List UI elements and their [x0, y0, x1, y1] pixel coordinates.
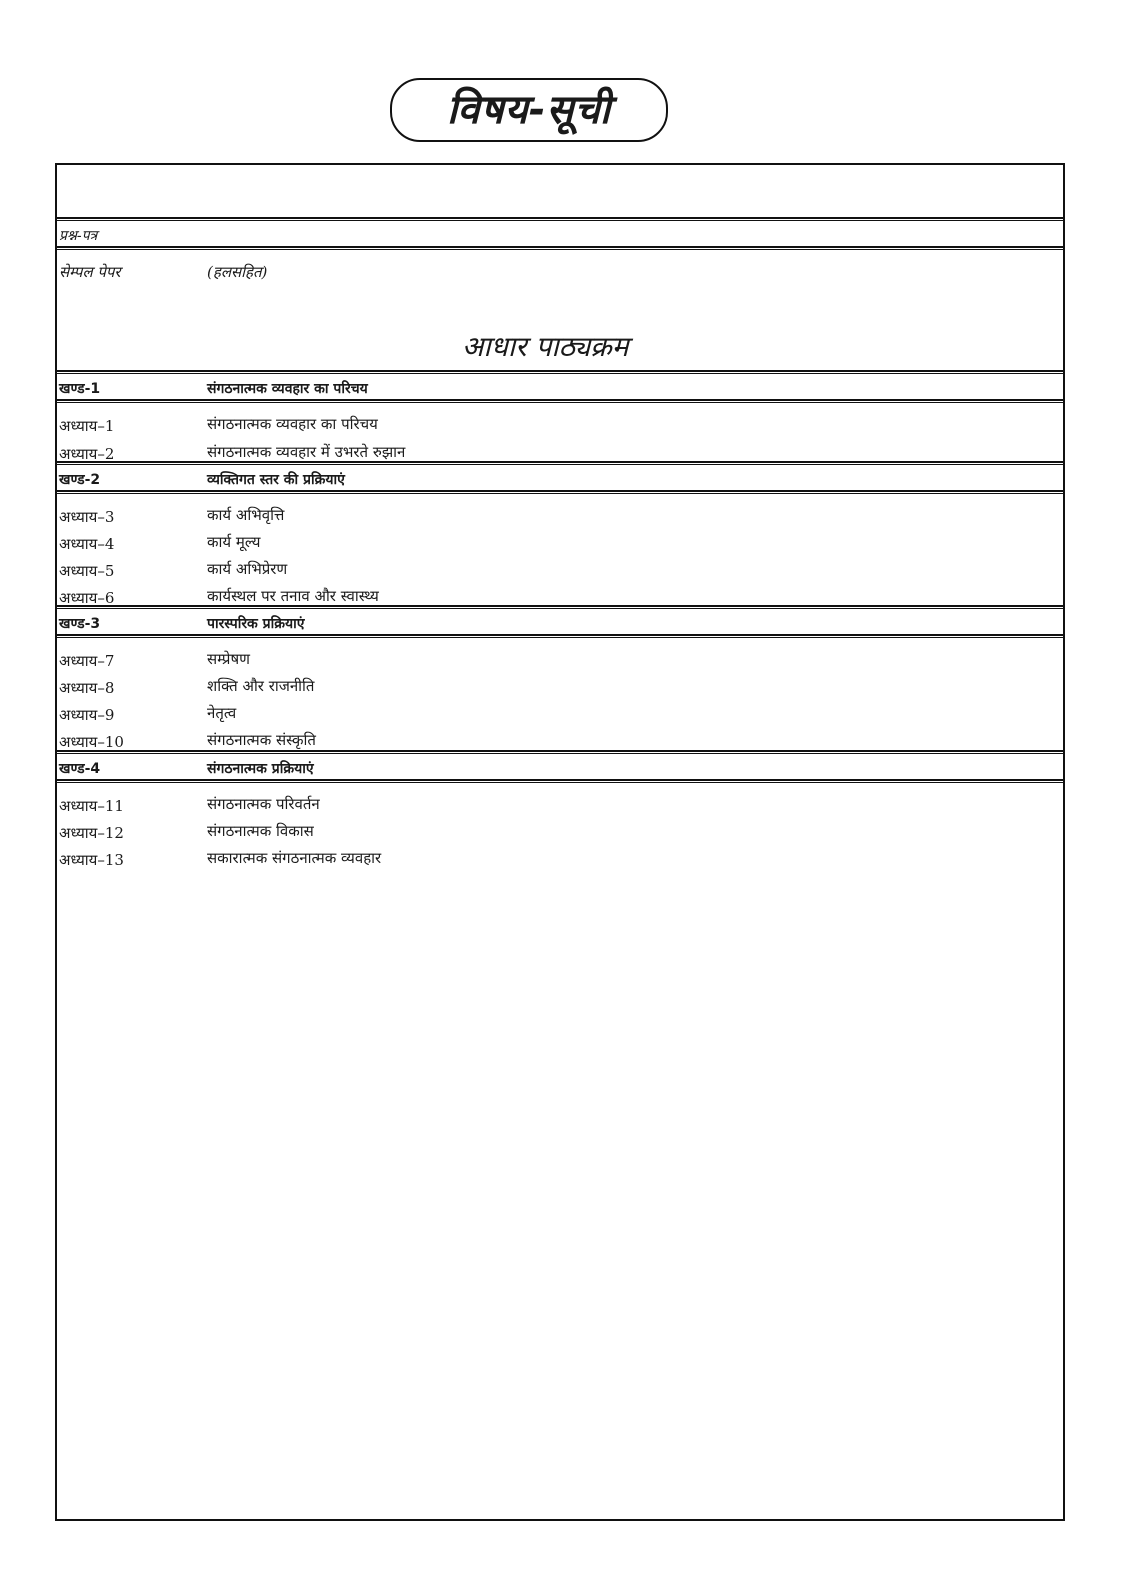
- contents-table: [55, 163, 1065, 1521]
- chapter-number: अध्याय–2: [59, 445, 115, 463]
- chapter-number: अध्याय–1: [59, 417, 115, 435]
- divider: [57, 217, 1063, 221]
- khand-label: खण्ड-3: [59, 616, 101, 632]
- divider: [57, 461, 1063, 465]
- chapter-title: कार्य अभिप्रेरण: [207, 560, 288, 578]
- page-title-box: [390, 78, 668, 142]
- chapter-title: संगठनात्मक व्यवहार में उभरते रुझान: [207, 443, 406, 461]
- divider: [57, 605, 1063, 609]
- chapter-number: अध्याय–9: [59, 706, 115, 724]
- chapter-title: संगठनात्मक व्यवहार का परिचय: [207, 415, 378, 433]
- with-solution-label: (हलसहित): [207, 263, 268, 281]
- chapter-title: कार्यस्थल पर तनाव और स्वास्थ्य: [207, 587, 379, 605]
- divider: [57, 399, 1063, 403]
- divider: [57, 246, 1063, 250]
- chapter-number: अध्याय–8: [59, 679, 115, 697]
- khand-label: खण्ड-1: [59, 381, 101, 397]
- khand-title: संगठनात्मक व्यवहार का परिचय: [207, 381, 368, 397]
- chapter-number: अध्याय–12: [59, 824, 124, 842]
- chapter-title: संगठनात्मक संस्कृति: [207, 731, 316, 749]
- chapter-number: अध्याय–3: [59, 508, 115, 526]
- khand-title: संगठनात्मक प्रक्रियाएं: [207, 761, 314, 777]
- chapter-title: संगठनात्मक परिवर्तन: [207, 795, 320, 813]
- divider: [57, 490, 1063, 494]
- chapter-number: अध्याय–7: [59, 652, 115, 670]
- chapter-number: अध्याय–10: [59, 733, 124, 751]
- chapter-number: अध्याय–13: [59, 851, 124, 869]
- divider: [57, 750, 1063, 754]
- chapter-title: संगठनात्मक विकास: [207, 822, 314, 840]
- divider: [57, 634, 1063, 638]
- chapter-title: सकारात्मक संगठनात्मक व्यवहार: [207, 849, 382, 867]
- page-title: विषय-सूची: [446, 87, 612, 133]
- chapter-number: अध्याय–11: [59, 797, 124, 815]
- divider: [57, 779, 1063, 783]
- chapter-number: अध्याय–6: [59, 589, 115, 607]
- sample-paper-label: सेम्पल पेपर: [59, 263, 121, 281]
- khand-label: खण्ड-4: [59, 761, 101, 777]
- prashn-patra-label: प्रश्न-पत्र: [59, 228, 98, 244]
- divider: [57, 370, 1063, 374]
- chapter-title: कार्य अभिवृत्ति: [207, 506, 285, 524]
- chapter-title: नेतृत्व: [207, 704, 237, 722]
- chapter-title: शक्ति और राजनीति: [207, 677, 315, 695]
- chapter-title: सम्प्रेषण: [207, 650, 250, 668]
- khand-title: व्यक्तिगत स्तर की प्रक्रियाएं: [207, 472, 345, 488]
- khand-label: खण्ड-2: [59, 472, 101, 488]
- chapter-number: अध्याय–5: [59, 562, 115, 580]
- khand-title: पारस्परिक प्रक्रियाएं: [207, 616, 305, 632]
- chapter-title: कार्य मूल्य: [207, 533, 261, 551]
- section-heading: आधार पाठ्यक्रम: [462, 330, 629, 363]
- chapter-number: अध्याय–4: [59, 535, 115, 553]
